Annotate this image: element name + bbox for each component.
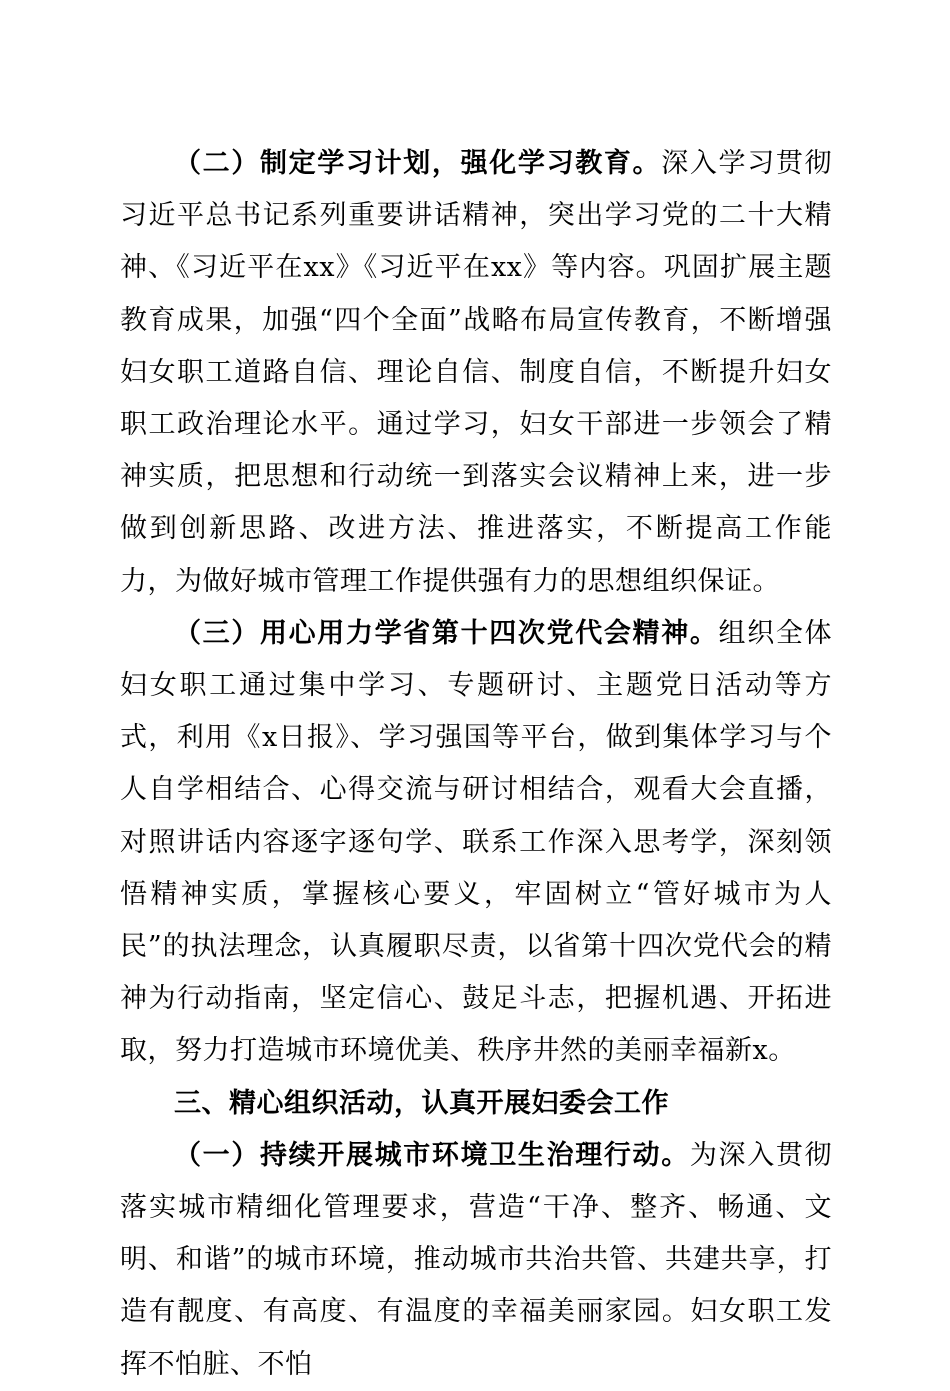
paragraph-text: 为深入贯彻落实城市精细化管理要求，营造“干净、整齐、畅通、文明、和谐”的城市环境，推动城市共治共管、共建共享，打造有靓度、有高度、有温度的幸福美丽家园。妇女职工发挥不怕脏、不怕 xyxy=(120,1139,833,1380)
section-heading: 三、精心组织活动，认真开展妇委会工作 xyxy=(174,1087,669,1119)
paragraph-environment xyxy=(120,1130,832,1391)
paragraph-lead: （二）制定学习计划，强化学习教育。 xyxy=(174,148,662,179)
paragraph-text: 组织全体妇女职工通过集中学习、专题研讨、主题党日活动等方式，利用《x日报》、学习强国等平台，做到集体学习与个人自学相结合、心得交流与研讨相结合，观看大会直播，对照讲话内容逐字逐句学、联系工作深入思考学，深刻领悟精神实质，掌握核心要义，牢固树立“管好城市为人民”的执法理念，认真履职尽责，以省第十四次党代会的精神为行动指南，坚定信心、鼓足斗志，把握机遇、开拓进取，努力打造城市环境优美、秩序井然的美丽幸福新x。 xyxy=(120,617,833,1067)
paragraph-lead: （一）持续开展城市环境卫生治理行动。 xyxy=(174,1139,690,1171)
document-body xyxy=(120,138,832,1391)
paragraph-congress-spirit xyxy=(120,608,832,1078)
paragraph-study-plan xyxy=(120,138,832,608)
paragraph-lead: （三）用心用力学省第十四次党代会精神。 xyxy=(174,617,719,649)
paragraph-text: 深入学习贯彻习近平总书记系列重要讲话精神，突出学习党的二十大精神、《习近平在xx》《习近平在xx》等内容。巩固扩展主题教育成果，加强“四个全面”战略布局宣传教育，不断增强妇女职工道路自信、理论自信、制度自信，不断提升妇女职工政治理论水平。通过学习，妇女干部进一步领会了精神实质，把思想和行动统一到落实会议精神上来，进一步做到创新思路、改进方法、推进落实，不断提高工作能力，为做好城市管理工作提供强有力的思想组织保证。 xyxy=(120,148,833,597)
